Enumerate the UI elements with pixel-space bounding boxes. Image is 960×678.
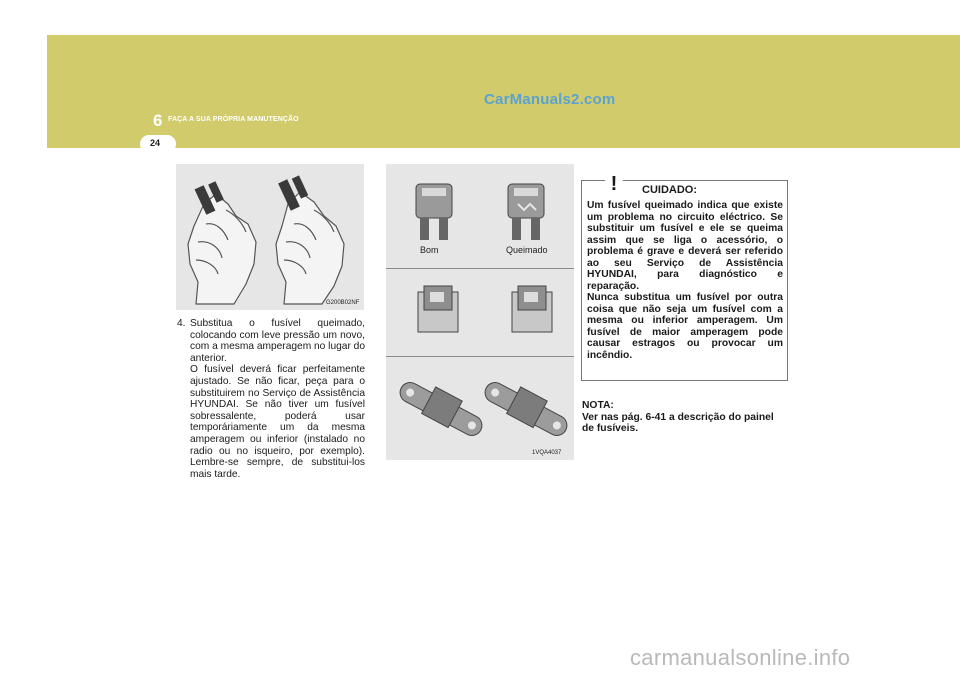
caution-paragraph-2: Nunca substitua um fusível por outra coisa que não seja um fusível com a mesma ou inferior amperagem. Um fusível de maior amperagem pode causar estragos ou provocar um incêndio.	[587, 292, 783, 361]
hands-illustration	[176, 164, 364, 310]
caution-box	[581, 180, 788, 381]
label-good: Bom	[420, 245, 439, 255]
bolt-fuse-blown	[480, 373, 574, 442]
blade-fuse-good	[416, 184, 452, 240]
cartridge-fuse-good	[418, 286, 458, 332]
blade-fuse-blown	[508, 184, 544, 240]
step-paragraph-2: O fusível deverá ficar perfeitamente ajustado. Se não ficar, peça para o substituirem no Serviço de Assistência HYUNDAI. Se não tiver um fusível sobressalente, poderá usar temporáriamente um da mesma amperagem ou inferior (instalado no radio ou no isqueiro, por exemplo). Lembre-se sempre, de substitui-los mais tarde.	[190, 364, 365, 480]
bolt-fuse-good	[395, 373, 489, 442]
figure-divider-1	[386, 268, 574, 269]
figure-code-left: G200B02NF	[326, 300, 360, 306]
caution-paragraph-1: Um fusível queimado indica que existe um problema no circuito eléctrico. Se substituir um fusível e ele se queima assim que se liga o acessório, o problema é grave e deverá ser referido ao seu Serviço de Assistência HYUNDAI, para diagnóstico e reparação.	[587, 200, 783, 292]
watermark-link[interactable]: CarManuals2.com	[484, 91, 616, 108]
fuse-types-illustration	[386, 164, 574, 460]
figure-code-right: 1VQA4037	[532, 450, 562, 456]
caution-heading: CUIDADO:	[642, 184, 697, 196]
note-text: Ver nas pág. 6-41 a descrição do painel de fusíveis.	[582, 411, 774, 434]
fuse-comparison-illustration	[386, 164, 574, 460]
warning-triangle-icon	[594, 170, 634, 194]
figure-divider-2	[386, 356, 574, 357]
note-heading: NOTA:	[582, 400, 614, 411]
warning-symbol: !	[610, 173, 618, 194]
step-number: 4.	[177, 318, 186, 329]
cartridge-fuse-blown	[512, 286, 552, 332]
step-4	[177, 318, 365, 480]
page-number: 24	[150, 138, 161, 148]
fuse-puller-illustration	[176, 164, 364, 310]
chapter-title: FAÇA A SUA PRÓPRIA MANUTENÇÃO	[168, 116, 299, 123]
footer-watermark[interactable]: carmanualsonline.info	[630, 645, 851, 670]
chapter-number: 6	[153, 111, 163, 130]
label-blown: Queimado	[506, 245, 548, 255]
note	[582, 400, 786, 435]
step-paragraph-1: Substitua o fusível queimado, colocando com leve pressão um novo, com a mesma amperagem no lugar do anterior.	[190, 318, 365, 364]
